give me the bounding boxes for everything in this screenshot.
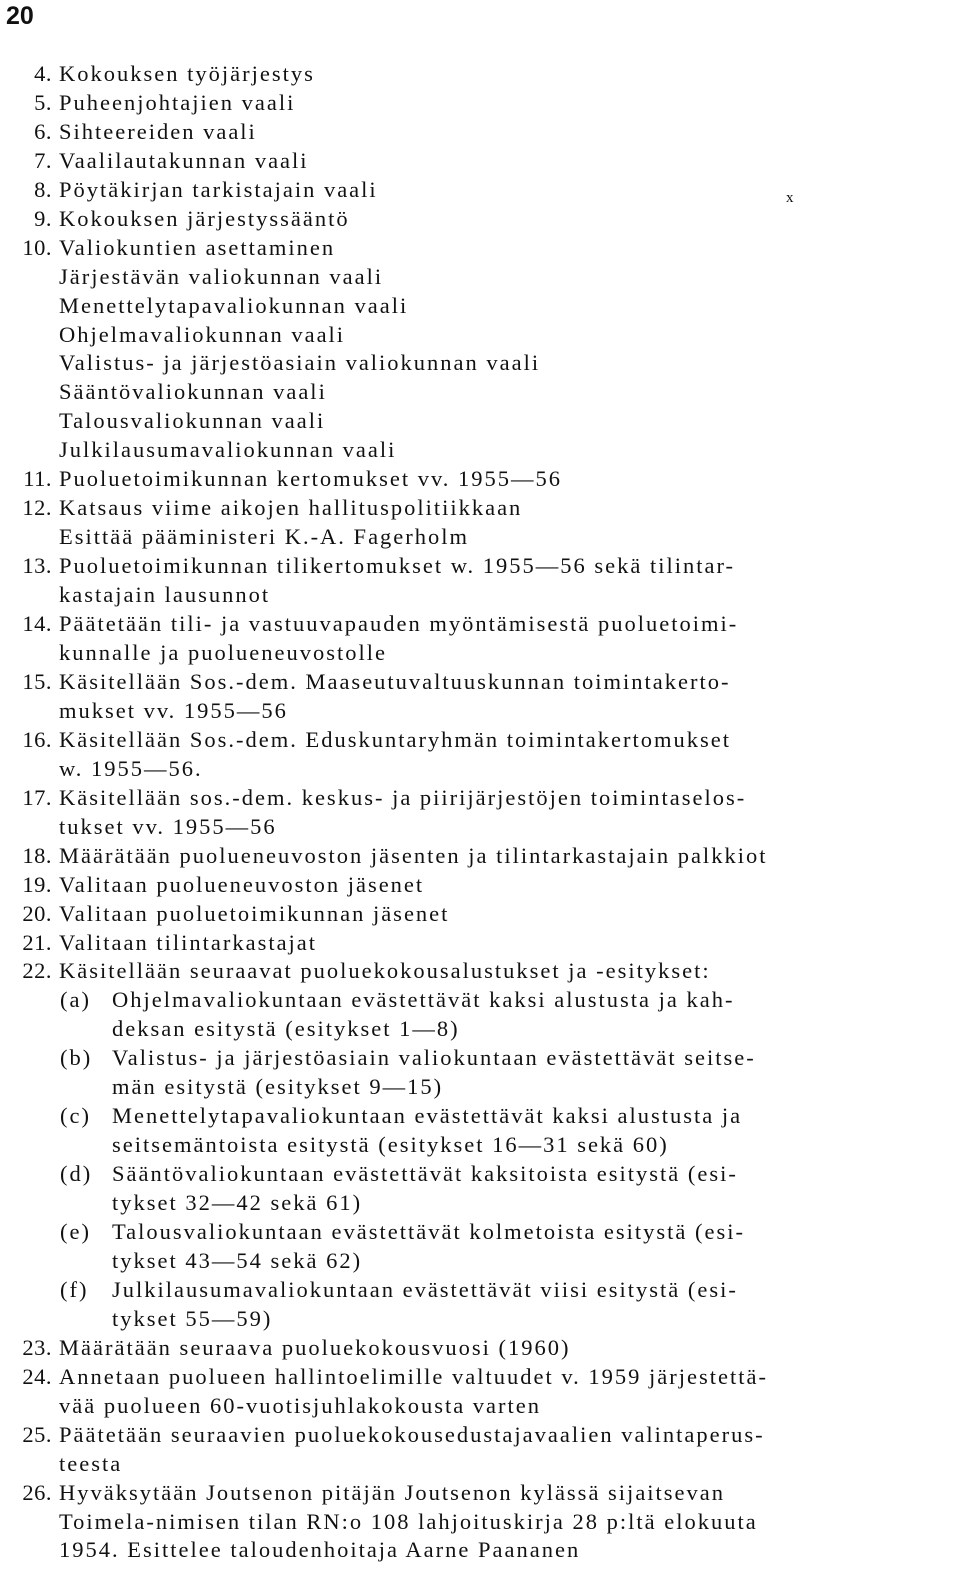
- page-number: 20: [6, 2, 34, 30]
- agenda-text: Talousvaliokunnan vaali: [59, 408, 326, 433]
- sub-item-text: deksan esitystä (esitykset 1—8): [112, 1016, 460, 1041]
- agenda-text: Puheenjohtajien vaali: [59, 90, 296, 115]
- agenda-line: [0, 464, 960, 493]
- sub-item-text: Menettelytapavaliokuntaan evästettävät kaksi alustusta ja: [112, 1103, 743, 1128]
- agenda-text: Järjestävän valiokunnan vaali: [59, 264, 384, 289]
- agenda-number: 23.: [22, 1335, 52, 1360]
- sub-item-label: (c): [60, 1103, 91, 1128]
- agenda-text: mukset vv. 1955—56: [59, 698, 288, 723]
- agenda-text: teesta: [59, 1451, 123, 1476]
- agenda-text: Pöytäkirjan tarkistajain vaali: [59, 177, 378, 202]
- agenda-line: [0, 956, 960, 985]
- sub-item-continuation: [0, 1304, 960, 1333]
- agenda-text: Käsitellään Sos.-dem. Eduskuntaryhmän toimintakertomukset: [59, 727, 732, 752]
- agenda-text: Kokouksen työjärjestys: [59, 61, 315, 86]
- agenda-text: Valitaan tilintarkastajat: [59, 930, 318, 955]
- agenda-line: [0, 1449, 960, 1478]
- agenda-number: 18.: [22, 843, 52, 868]
- agenda-text: Puoluetoimikunnan kertomukset vv. 1955—56: [59, 466, 563, 491]
- agenda-text: Määrätään puolueneuvoston jäsenten ja tilintarkastajain palkkiot: [59, 843, 768, 868]
- agenda-line: [0, 320, 960, 349]
- agenda-text: Sihteereiden vaali: [59, 119, 257, 144]
- agenda-text: Menettelytapavaliokunnan vaali: [59, 293, 409, 318]
- agenda-text: Valiokuntien asettaminen: [59, 235, 336, 260]
- sub-item-line: [0, 1043, 960, 1072]
- sub-item-text: tykset 32—42 sekä 61): [112, 1190, 363, 1215]
- agenda-number: 11.: [23, 466, 52, 491]
- agenda-text: Toimela-nimisen tilan RN:o 108 lahjoituskirja 28 p:ltä elokuuta: [59, 1509, 758, 1534]
- agenda-number: 26.: [22, 1480, 52, 1505]
- agenda-line: [0, 522, 960, 551]
- sub-item-line: [0, 1275, 960, 1304]
- agenda-text: Annetaan puolueen hallintoelimille valtuudet v. 1959 järjestettä-: [59, 1364, 768, 1389]
- agenda-line: [0, 870, 960, 899]
- agenda-text: kastajain lausunnot: [59, 582, 271, 607]
- agenda-text: Katsaus viime aikojen hallituspolitiikkaan: [59, 495, 523, 520]
- sub-item-label: (d): [60, 1161, 93, 1186]
- agenda-number: 5.: [34, 90, 52, 115]
- agenda-number: 22.: [22, 958, 52, 983]
- agenda-text: Päätetään seuraavien puoluekokousedustajavaalien valintaperus-: [59, 1422, 765, 1447]
- agenda-line: [0, 291, 960, 320]
- sub-item-label: (b): [60, 1045, 93, 1070]
- agenda-line: [0, 580, 960, 609]
- agenda-number: 10.: [22, 235, 52, 260]
- agenda-line: [0, 1391, 960, 1420]
- agenda-line: [0, 262, 960, 291]
- agenda-number: 13.: [22, 553, 52, 578]
- agenda-text: Puoluetoimikunnan tilikertomukset w. 1955—56 sekä tilintar-: [59, 553, 736, 578]
- agenda-line: [0, 1333, 960, 1362]
- agenda-number: 9.: [34, 206, 52, 231]
- agenda-number: 17.: [22, 785, 52, 810]
- agenda-number: 14.: [22, 611, 52, 636]
- agenda-text: Valitaan puoluetoimikunnan jäsenet: [59, 901, 450, 926]
- agenda-line: [0, 725, 960, 754]
- agenda-line: [0, 1535, 960, 1564]
- stray-mark: x: [786, 190, 794, 206]
- agenda-line: [0, 406, 960, 435]
- sub-item-continuation: [0, 1188, 960, 1217]
- agenda-line: [0, 928, 960, 957]
- agenda-number: 15.: [22, 669, 52, 694]
- agenda-text: Käsitellään Sos.-dem. Maaseutuvaltuuskunnan toimintakerto-: [59, 669, 731, 694]
- sub-item-continuation: [0, 1072, 960, 1101]
- sub-item-continuation: [0, 1014, 960, 1043]
- agenda-line: [0, 435, 960, 464]
- agenda-line: [0, 754, 960, 783]
- agenda-text: Valistus- ja järjestöasiain valiokunnan vaali: [59, 350, 541, 375]
- sub-item-text: tykset 55—59): [112, 1306, 273, 1331]
- agenda-line: [0, 812, 960, 841]
- agenda-line: [0, 841, 960, 870]
- agenda-text: tukset vv. 1955—56: [59, 814, 277, 839]
- sub-item-text: Julkilausumavaliokuntaan evästettävät viisi esitystä (esi-: [112, 1277, 738, 1302]
- agenda-line: [0, 1362, 960, 1391]
- sub-item-line: [0, 1159, 960, 1188]
- agenda-number: 4.: [34, 61, 52, 86]
- agenda-line: [0, 1507, 960, 1536]
- agenda-number: 12.: [22, 495, 52, 520]
- agenda-text: Sääntövaliokunnan vaali: [59, 379, 327, 404]
- agenda-text: Määrätään seuraava puoluekokousvuosi (1960): [59, 1335, 571, 1360]
- agenda-line: [0, 1478, 960, 1507]
- agenda-line: [0, 348, 960, 377]
- agenda-text: Käsitellään seuraavat puoluekokousalustukset ja -esitykset:: [59, 958, 711, 983]
- agenda-text: w. 1955—56.: [59, 756, 203, 781]
- agenda-line: [0, 59, 960, 88]
- agenda-number: 6.: [34, 119, 52, 144]
- agenda-number: 21.: [22, 930, 52, 955]
- sub-item-line: [0, 1217, 960, 1246]
- agenda-text: 1954. Esittelee taloudenhoitaja Aarne Paananen: [59, 1537, 581, 1562]
- sub-item-text: Sääntövaliokuntaan evästettävät kaksitoista esitystä (esi-: [112, 1161, 738, 1186]
- agenda-text: kunnalle ja puolueneuvostolle: [59, 640, 387, 665]
- agenda-number: 7.: [34, 148, 52, 173]
- agenda-text: Julkilausumavaliokunnan vaali: [59, 437, 397, 462]
- agenda-line: [0, 377, 960, 406]
- agenda-number: 20.: [22, 901, 52, 926]
- sub-item-text: Valistus- ja järjestöasiain valiokuntaan evästettävät seitse-: [112, 1045, 756, 1070]
- agenda-number: 8.: [34, 177, 52, 202]
- agenda-number: 24.: [22, 1364, 52, 1389]
- sub-item-line: [0, 985, 960, 1014]
- agenda-line: [0, 233, 960, 262]
- sub-item-continuation: [0, 1246, 960, 1275]
- agenda-text: Esittää pääministeri K.-A. Fagerholm: [59, 524, 470, 549]
- sub-item-line: [0, 1101, 960, 1130]
- agenda-line: [0, 783, 960, 812]
- sub-item-continuation: [0, 1130, 960, 1159]
- sub-item-text: tykset 43—54 sekä 62): [112, 1248, 363, 1273]
- agenda-line: [0, 696, 960, 725]
- agenda-text: Vaalilautakunnan vaali: [59, 148, 309, 173]
- agenda-text: Ohjelmavaliokunnan vaali: [59, 322, 346, 347]
- agenda-line: [0, 638, 960, 667]
- sub-item-text: Talousvaliokuntaan evästettävät kolmetoista esitystä (esi-: [112, 1219, 746, 1244]
- agenda-text: Valitaan puolueneuvoston jäsenet: [59, 872, 425, 897]
- agenda-line: [0, 551, 960, 580]
- agenda-line: [0, 493, 960, 522]
- sub-item-label: (f): [60, 1277, 89, 1302]
- sub-item-label: (e): [60, 1219, 91, 1244]
- agenda-text: vää puolueen 60-vuotisjuhlakokousta varten: [59, 1393, 542, 1418]
- agenda-text: Kokouksen järjestyssääntö: [59, 206, 350, 231]
- agenda-text: Hyväksytään Joutsenon pitäjän Joutsenon kylässä sijaitsevan: [59, 1480, 726, 1505]
- sub-item-text: seitsemäntoista esitystä (esitykset 16—31 sekä 60): [112, 1132, 669, 1157]
- agenda-line: [0, 117, 960, 146]
- agenda-line: [0, 146, 960, 175]
- sub-item-text: Ohjelmavaliokuntaan evästettävät kaksi alustusta ja kah-: [112, 987, 735, 1012]
- agenda-line: [0, 1420, 960, 1449]
- agenda-number: 16.: [22, 727, 52, 752]
- agenda-number: 25.: [22, 1422, 52, 1447]
- agenda-line: [0, 899, 960, 928]
- agenda-line: [0, 88, 960, 117]
- agenda-line: [0, 667, 960, 696]
- agenda-text: Päätetään tili- ja vastuuvapauden myöntämisestä puoluetoimi-: [59, 611, 739, 636]
- agenda-number: 19.: [22, 872, 52, 897]
- sub-item-text: män esitystä (esitykset 9—15): [112, 1074, 444, 1099]
- agenda-line: [0, 204, 960, 233]
- agenda-line: [0, 175, 960, 204]
- sub-item-label: (a): [60, 987, 91, 1012]
- agenda-line: [0, 609, 960, 638]
- agenda-text: Käsitellään sos.-dem. keskus- ja piirijärjestöjen toimintaselos-: [59, 785, 747, 810]
